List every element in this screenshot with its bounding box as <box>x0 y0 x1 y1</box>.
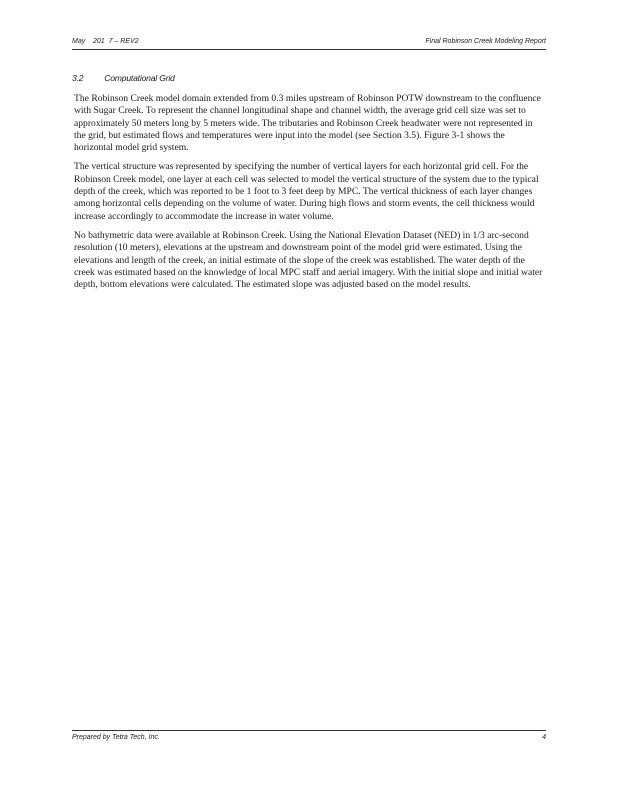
footer-prepared-by: Prepared by Tetra Tech, Inc. <box>72 734 160 741</box>
section-number: 3.2 <box>72 73 84 83</box>
header-report-title: Final Robinson Creek Modeling Report <box>425 38 546 45</box>
page-footer <box>72 734 546 746</box>
paragraph-grid-domain: The Robinson Creek model domain extended from 0.3 miles upstream of Robinson POTW downstream to the confluence with Sugar Creek. To represent the channel longitudinal shape and channel width, the average grid cell size was set to approximately 50 meters long by 5 meters wide. The tributaries and Robinson Creek headwater were not represented in the grid, but estimated flows and temperatures were input into the model (see Section 3.5). Figure 3-1 shows the horizontal model grid system. <box>74 93 541 154</box>
body-text <box>74 93 546 298</box>
page-number: 4 <box>542 734 546 741</box>
footer-rule <box>72 730 546 731</box>
paragraph-bathymetry: No bathymetric data were available at Robinson Creek. Using the National Elevation Dataset (NED) in 1/3 arc-second resolution (10 meters), elevations at the upstream and downstream point of the model grid were estimated. Using the elevations and length of the creek, an initial estimate of the slope of the creek was established. The water depth of the creek was estimated based on the knowledge of local MPC staff and aerial imagery. With the initial slope and initial water depth, bottom elevations were calculated. The estimated slope was adjusted based on the model results. <box>74 229 543 291</box>
section-heading <box>72 73 175 83</box>
paragraph-vertical-structure: The vertical structure was represented by specifying the number of vertical layers for each horizontal grid cell. For the Robinson Creek model, one layer at each cell was selected to model the vertical structure of the system due to the typical depth of the creek, which was reported to be 1 foot to 3 feet deep by MPC. The vertical thickness of each layer changes among horizontal cells depending on the volume of water. During high flows and storm events, the cell thickness would increase accordingly to accommodate the increase in water volume. <box>74 161 539 222</box>
header-rule <box>72 49 546 50</box>
header-date-revision: May 201 7 – REV2 <box>72 38 139 45</box>
section-title: Computational Grid <box>104 73 175 83</box>
